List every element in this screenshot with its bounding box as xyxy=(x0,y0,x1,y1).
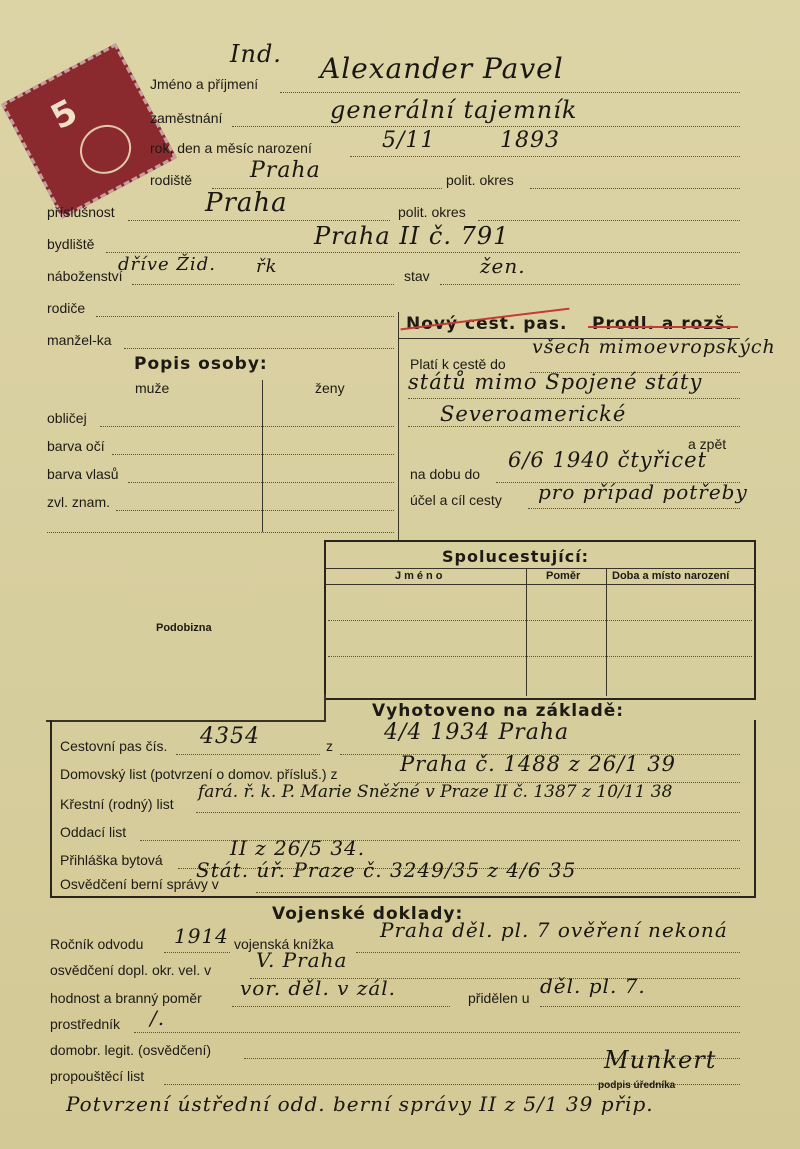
signature-value: Munkert xyxy=(604,1046,717,1074)
legit-label: domobr. legit. (osvědčení) xyxy=(50,1042,212,1058)
year-label: Ročník odvodu xyxy=(50,936,144,952)
valid-value-1: všech mimoevropských xyxy=(532,336,776,358)
residence-line xyxy=(106,252,740,253)
row-line xyxy=(112,454,394,455)
companions-col-relation: Poměr xyxy=(546,570,581,582)
row-line xyxy=(100,426,394,427)
spouse-label: manžel-ka xyxy=(47,332,112,348)
polit-district2-label: polit. okres xyxy=(398,204,466,220)
photo-right-rule xyxy=(324,694,326,720)
period-value: 6/6 1940 čtyřicet xyxy=(508,448,708,472)
birth-year: 1893 xyxy=(500,128,560,153)
cert-label: osvědčení dopl. okr. vel. v xyxy=(50,962,212,978)
passport-no-line xyxy=(176,754,320,755)
birth-line xyxy=(350,156,740,157)
companions-col-divider xyxy=(606,568,607,696)
home-label: Domovský list (potvrzení o domov. přísluš.) z xyxy=(60,766,338,782)
section-divider xyxy=(398,312,399,540)
year-line xyxy=(164,952,230,953)
mediator-value: /. xyxy=(150,1006,166,1030)
period-label: na dobu do xyxy=(410,466,481,482)
parents-line xyxy=(96,316,394,317)
description-col-male: muže xyxy=(135,380,170,396)
domicile-label: příslušnost xyxy=(47,204,115,220)
name-label: Jméno a příjmení xyxy=(150,76,259,92)
valid-value-3: Severoamerické xyxy=(440,402,627,426)
birth-cert-label: Křestní (rodný) list xyxy=(60,796,174,812)
passport-extend-title: Prodl. a rozš. xyxy=(592,314,733,334)
passport-z-label: z xyxy=(326,738,333,754)
passport-new-title: Nový cest. pas. xyxy=(406,314,568,334)
stamp-value: 5 xyxy=(44,91,85,138)
valid-line xyxy=(408,426,740,427)
return-label: a zpět xyxy=(688,436,727,452)
occupation-line xyxy=(232,126,740,127)
domicile-line xyxy=(128,220,390,221)
status-line xyxy=(440,284,740,285)
birth-cert-value: fará. ř. k. P. Marie Sněžné v Praze II č. 1387 z 10/11 38 xyxy=(198,782,673,802)
description-row-face: obličej xyxy=(47,410,87,426)
companions-row-line xyxy=(328,620,752,621)
religion-label: náboženství xyxy=(47,268,123,284)
companions-rule xyxy=(326,584,754,585)
row-line xyxy=(116,510,394,511)
description-title: Popis osoby: xyxy=(134,354,268,374)
tax-value: Stát. úř. Praze č. 3249/35 z 4/6 35 xyxy=(196,858,577,882)
revenue-stamp xyxy=(1,43,177,219)
purpose-value: pro případ potřeby xyxy=(538,480,748,504)
red-strike-mark xyxy=(588,326,738,328)
registration-value: II z 26/5 34. xyxy=(230,836,366,860)
occupation-value: generální tajemník xyxy=(330,96,578,124)
photo-label: Podobizna xyxy=(156,622,212,634)
home-value: Praha č. 1488 z 26/1 39 xyxy=(400,752,676,776)
occupation-label: zaměstnání xyxy=(150,110,223,126)
residence-label: bydliště xyxy=(47,236,95,252)
booklet-value: Praha děl. pl. 7 ověření nekoná xyxy=(380,918,728,942)
status-value: žen. xyxy=(480,254,526,278)
passport-no-label: Cestovní pas čís. xyxy=(60,738,168,754)
mediator-label: prostředník xyxy=(50,1016,121,1032)
description-row-hair: barva vlasů xyxy=(47,466,119,482)
companions-col-divider xyxy=(526,568,527,696)
companions-col-birth: Doba a místo narození xyxy=(612,570,730,582)
companions-rule xyxy=(326,568,754,569)
domicile-value: Praha xyxy=(205,188,288,218)
valid-line xyxy=(408,398,740,399)
residence-value: Praha II č. 791 xyxy=(314,222,510,250)
tax-label: Osvědčení berní správy v xyxy=(60,876,219,892)
release-label: propouštěcí list xyxy=(50,1068,145,1084)
religion-note: řk xyxy=(256,256,278,277)
religion-line xyxy=(132,284,394,285)
companions-row-line xyxy=(328,656,752,657)
name-value: Alexander Pavel xyxy=(320,52,564,85)
parents-label: rodiče xyxy=(47,300,86,316)
purpose-line xyxy=(528,508,740,509)
spouse-line xyxy=(124,348,394,349)
birthplace-value: Praha xyxy=(250,158,321,183)
purpose-label: účel a cíl cesty xyxy=(410,492,502,508)
valid-label: Platí k cestě do xyxy=(410,356,506,372)
name-note: Ind. xyxy=(230,40,282,68)
footnote: Potvrzení ústřední odd. berní správy II z 5/1 39 přip. xyxy=(66,1092,654,1116)
birth-cert-line xyxy=(196,812,740,813)
polit-district-line xyxy=(530,188,740,189)
birth-date: 5/11 xyxy=(382,128,436,153)
polit-district-label: polit. okres xyxy=(446,172,514,188)
booklet-label: vojenská knížka xyxy=(234,936,334,952)
registration-label: Přihláška bytová xyxy=(60,852,163,868)
status-label: stav xyxy=(404,268,430,284)
companions-title: Spolucestující: xyxy=(442,547,590,566)
companions-col-name: Jméno xyxy=(395,570,446,582)
booklet-line xyxy=(356,952,740,953)
description-row-eyes: barva očí xyxy=(47,438,105,454)
description-row-marks: zvl. znam. xyxy=(47,494,111,510)
passport-z-value: 4/4 1934 Praha xyxy=(384,720,570,745)
birthplace-label: rodiště xyxy=(150,172,193,188)
rank-value: vor. děl. v zál. xyxy=(240,976,397,1000)
birth-label: rok, den a měsíc narození xyxy=(150,140,312,156)
description-col-female: ženy xyxy=(315,380,345,396)
name-line xyxy=(280,92,740,93)
mediator-line xyxy=(134,1032,740,1033)
rank-label: hodnost a branný poměr xyxy=(50,990,202,1006)
military-title: Vojenské doklady: xyxy=(272,904,464,924)
assigned-label: přidělen u xyxy=(468,990,530,1006)
polit-district2-line xyxy=(478,220,740,221)
cert-value: V. Praha xyxy=(256,948,348,972)
tax-line xyxy=(256,892,740,893)
rank-line xyxy=(232,1006,450,1007)
basis-title: Vyhotoveno na základě: xyxy=(372,701,625,721)
signature-label: podpis úředníka xyxy=(598,1080,676,1091)
marriage-label: Oddací list xyxy=(60,824,127,840)
passport-no-value: 4354 xyxy=(200,724,260,749)
year-value: 1914 xyxy=(174,924,229,948)
religion-value: dříve Žid. xyxy=(118,254,216,275)
assigned-line xyxy=(540,1006,740,1007)
row-line xyxy=(47,532,394,533)
row-line xyxy=(128,482,394,483)
assigned-value: děl. pl. 7. xyxy=(540,974,646,998)
valid-value-2: států mimo Spojené státy xyxy=(408,370,703,394)
